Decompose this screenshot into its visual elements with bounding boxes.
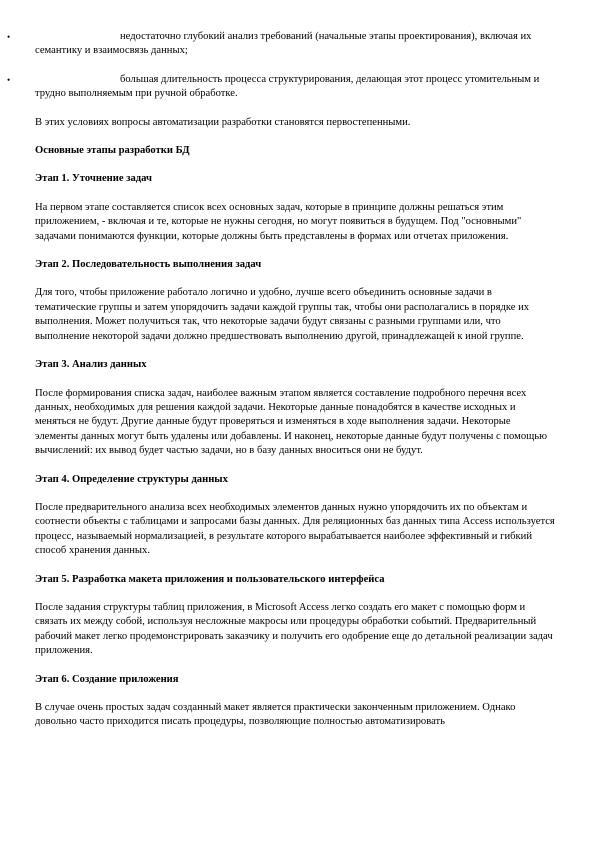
stage-1-title: Этап 1. Уточнение задач [35, 173, 152, 185]
intro-paragraph: В этих условиях вопросы автоматизации разработки становятся первостепенными. [35, 116, 411, 128]
stage-2-text: Для того, чтобы приложение работало логично и удобно, лучше всего объединить основные задачи в тематические группы и затем упорядочить задачи каждой группы так, чтобы они располагались в порядке их выполнения. Может получиться так, что некоторые задачи будут связаны с разными группами или, что выполнение некоторой задачи должно предшествовать выполнению другой, принадлежащей к иной группе. [35, 287, 530, 342]
stage-3-text: После формирования списка задач, наиболее важным этапом является составление подробного перечня всех данных, необходимых для решения каждой задачи. Некоторые данные понадобятся в качестве исходных и меняться не будут. Другие данные будут проверяться и изменяться в ходе выполнения задачи. Некоторые элементы данных могут быть удалены или добавлены. И наконец, некоторые данные будут получены с помощью вычислений: их вывод будет частью задачи, но в базу данных вноситься они не будут. [35, 387, 548, 457]
stage-3-title: Этап 3. Анализ данных [35, 359, 147, 371]
bullet-mark: • [7, 74, 11, 85]
stage-4-title: Этап 4. Определение структуры данных [35, 473, 228, 485]
bullet-mark: • [7, 32, 11, 42]
stage-4-text: После предварительного анализа всех необходимых элементов данных нужно упорядочить их по объектам и соотнести объекты с таблицами и запросами базы данных. Для реляционных баз данных типа Access используется процесс, называемый нормализацией, в результате которого вырабатывается наиболее эффективный и гибкий способ хранения данных. [35, 501, 555, 557]
stage-1-text: На первом этапе составляется список всех основных задач, которые в принципе должны решаться этим приложением, - включая и те, которые не нужны сегодня, но могут появиться в будущем. Под "основными" задачами понимаются функции, которые должны быть представлены в формах или отчетах приложения. [35, 201, 522, 242]
list-item-text: большая длительность процесса структурирования, делающая этот процесс утомительным и трудно выполняемым при ручной обработке. [35, 73, 540, 100]
list-item-text: недостаточно глубокий анализ требований (начальные этапы проектирования), включая их семантику и взаимосвязь данных; [35, 31, 532, 57]
section-title: Основные этапы разработки БД [35, 145, 190, 157]
document-body [7, 30, 555, 744]
stage-6-text: В случае очень простых задач созданный макет является практически законченным приложением. Однако довольно часто приходится писать процедуры, позволяющие полностью автоматизировать [35, 702, 516, 728]
list-item [7, 73, 555, 102]
requirements-list [7, 30, 555, 102]
stage-6-title: Этап 6. Создание приложения [35, 673, 179, 685]
stage-2-title: Этап 2. Последовательность выполнения задач [35, 259, 262, 271]
list-item [7, 30, 555, 59]
stage-5-text: После задания структуры таблиц приложения, в Microsoft Access легко создать его макет с помощью форм и связать их между собой, используя несложные макросы или процедуры обработки событий. Предварительный рабочий макет легко продемонстрировать заказчику и получить его одобрение еще до детальной реализации задач приложения. [35, 601, 553, 657]
stage-5-title: Этап 5. Разработка макета приложения и пользовательского интерфейса [35, 573, 385, 585]
